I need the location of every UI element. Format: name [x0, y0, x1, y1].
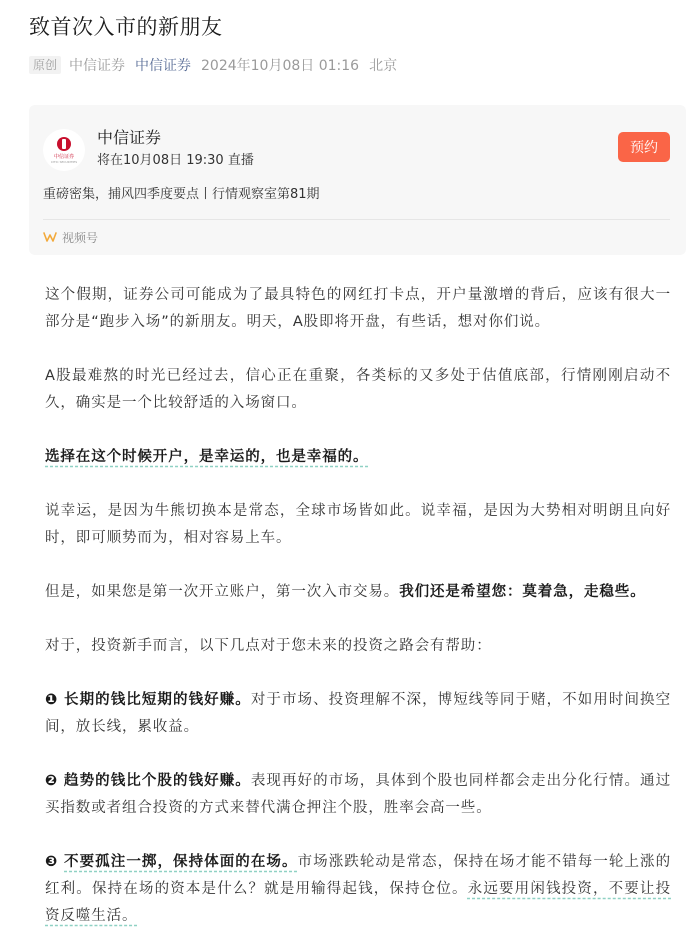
account-avatar [43, 129, 85, 171]
tip-bullet: ❷ [45, 773, 59, 789]
live-card[interactable] [29, 105, 686, 255]
article-meta [29, 55, 397, 75]
tip-bullet: ❸ [45, 854, 59, 870]
tip-bullet: ❶ [45, 692, 59, 708]
paragraph-highlight [45, 444, 671, 471]
channel-label: 视频号 [62, 230, 99, 245]
channels-icon [43, 231, 57, 243]
tip-heading: 趋势的钱比个股的钱好赚。 [64, 773, 251, 789]
tip-text: 表现再好的市场，具体到个股也同样都会走出分化行情。通过买指数或者组合投资的方式来替代满仓押注个股，胜率会高一些。 [45, 773, 671, 816]
paragraph [45, 579, 671, 606]
publish-date: 2024年10月08日 01:16 [201, 58, 360, 74]
live-description: 重磅密集，捕风四季度要点丨行情观察室第81期 [43, 187, 320, 202]
paragraph-text: 但是，如果您是第一次开立账户，第一次入市交易。 [45, 584, 400, 600]
tip-heading: 长期的钱比短期的钱好赚。 [64, 692, 251, 708]
tip-item [45, 687, 671, 741]
tip-item [45, 768, 671, 822]
logo-text: 中信证券 [53, 153, 74, 160]
highlight-text: 选择在这个时候开户，是幸运的，也是幸福的。 [45, 449, 369, 465]
logo-subtext: CITIC SECURITIES [50, 159, 78, 164]
reserve-button[interactable]: 预约 [618, 132, 670, 162]
paragraph: 对于，投资新手而言，以下几点对于您未来的投资之路会有帮助： [45, 638, 492, 654]
account-link[interactable]: 中信证券 [135, 58, 192, 74]
original-badge: 原创 [29, 56, 61, 74]
publish-location: 北京 [369, 58, 398, 74]
article-title: 致首次入市的新朋友 [29, 15, 223, 39]
tip-heading: 不要孤注一掷，保持体面的在场。 [64, 854, 298, 870]
citic-logo-icon [57, 137, 71, 151]
paragraph: A股最难熬的时光已经过去，信心正在重聚，各类标的又多处于估值底部，行情刚刚启动不久，确实是一个比较舒适的入场窗口。 [45, 368, 671, 411]
tip-underlined-text: 永远要用闲钱投资，不要让投资反噬生活。 [45, 881, 671, 924]
live-schedule: 将在10月08日 19:30 直播 [97, 153, 254, 168]
paragraph: 这个假期，证券公司可能成为了最具特色的网红打卡点，开户量激增的背后，应该有很大一部分是“跑步入场”的新朋友。明天，A股即将开盘，有些话，想对你们说。 [45, 287, 671, 330]
author-name: 中信证券 [69, 58, 126, 74]
tip-text: 市场涨跌轮动是常态，保持在场才能不错每一轮上涨的红利。保持在场的资本是什么？就是用输得起钱，保持仓位。 [45, 854, 672, 897]
channel-source[interactable] [43, 227, 98, 247]
article-body [45, 282, 671, 930]
paragraph-bold: 我们还是希望您：莫着急，走稳些。 [399, 584, 646, 600]
card-divider [43, 219, 670, 220]
tip-item [45, 849, 671, 930]
paragraph: 说幸运，是因为牛熊切换本是常态，全球市场皆如此。说幸福，是因为大势相对明朗且向好时，即可顺势而为，相对容易上车。 [45, 503, 671, 546]
tip-text: 对于市场、投资理解不深，博短线等同于赌，不如用时间换空间，放长线，累收益。 [45, 692, 671, 735]
live-account-name: 中信证券 [97, 128, 162, 147]
